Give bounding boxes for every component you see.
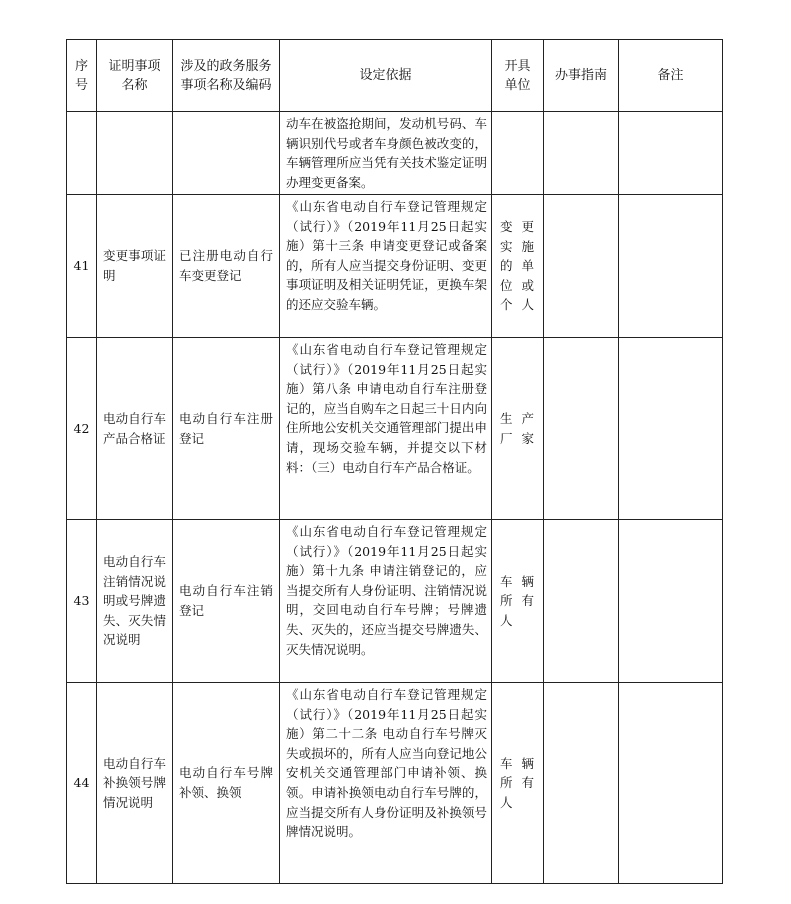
row-guide (544, 683, 619, 884)
row-guide (544, 195, 619, 338)
header-basis: 设定依据 (280, 40, 492, 112)
row-service (173, 112, 280, 195)
row-unit: 变更实施的单位或个人 (492, 195, 544, 338)
row-guide (544, 520, 619, 683)
certification-table (66, 39, 723, 884)
row-item: 电动自行车产品合格证 (97, 338, 173, 520)
header-service: 涉及的政务服务事项名称及编码 (173, 40, 280, 112)
header-unit: 开具单位 (492, 40, 544, 112)
row-remark (619, 195, 723, 338)
header-row (67, 40, 723, 112)
row-item: 电动自行车注销情况说明或号牌遗失、灭失情况说明 (97, 520, 173, 683)
row-unit (492, 112, 544, 195)
row-unit: 生产厂家 (492, 338, 544, 520)
row-remark (619, 520, 723, 683)
row-basis: 《山东省电动自行车登记管理规定（试行）》（2019年11月25日起实施）第八条 申请电动自行车注册登记的，应当自购车之日起三十日内向住所地公安机关交通管理部门提出申请，现场交验车辆，并提交以下材料：（三）电动自行车产品合格证。 (280, 338, 492, 520)
row-guide (544, 112, 619, 195)
header-guide: 办事指南 (544, 40, 619, 112)
row-basis: 《山东省电动自行车登记管理规定（试行）》（2019年11月25日起实施）第十九条 申请注销登记的，应当提交所有人身份证明、注销情况说明，交回电动自行车号牌；号牌遗失、灭失的，还应当提交号牌遗失、灭失情况说明。 (280, 520, 492, 683)
table-row (67, 338, 723, 520)
row-unit: 车辆所有人 (492, 683, 544, 884)
row-no: 44 (67, 683, 97, 884)
table-row (67, 112, 723, 195)
row-guide (544, 338, 619, 520)
row-basis: 《山东省电动自行车登记管理规定（试行）》（2019年11月25日起实施）第二十二条 电动自行车号牌灭失或损坏的，所有人应当向登记地公安机关交通管理部门申请补领、换领。申请补换领电动自行车号牌的，应当提交所有人身份证明及补换领号牌情况说明。 (280, 683, 492, 884)
row-item: 电动自行车补换领号牌情况说明 (97, 683, 173, 884)
row-no (67, 112, 97, 195)
table-row (67, 683, 723, 884)
row-service: 电动自行车号牌补领、换领 (173, 683, 280, 884)
row-item: 变更事项证明 (97, 195, 173, 338)
header-remark: 备注 (619, 40, 723, 112)
row-remark (619, 338, 723, 520)
row-basis: 《山东省电动自行车登记管理规定（试行）》（2019年11月25日起实施）第十三条 申请变更登记或备案的，所有人应当提交身份证明、变更事项证明及相关证明凭证，更换车架的还应交验车辆。 (280, 195, 492, 338)
header-no: 序号 (67, 40, 97, 112)
row-no: 43 (67, 520, 97, 683)
row-service: 电动自行车注册登记 (173, 338, 280, 520)
row-remark (619, 112, 723, 195)
row-unit: 车辆所有人 (492, 520, 544, 683)
row-item (97, 112, 173, 195)
row-no: 42 (67, 338, 97, 520)
row-service: 已注册电动自行车变更登记 (173, 195, 280, 338)
row-no: 41 (67, 195, 97, 338)
row-service: 电动自行车注销登记 (173, 520, 280, 683)
row-remark (619, 683, 723, 884)
table-row (67, 520, 723, 683)
header-item: 证明事项名称 (97, 40, 173, 112)
row-basis: 动车在被盗抢期间，发动机号码、车辆识别代号或者车身颜色被改变的，车辆管理所应当凭有关技术鉴定证明办理变更备案。 (280, 112, 492, 195)
table-row (67, 195, 723, 338)
